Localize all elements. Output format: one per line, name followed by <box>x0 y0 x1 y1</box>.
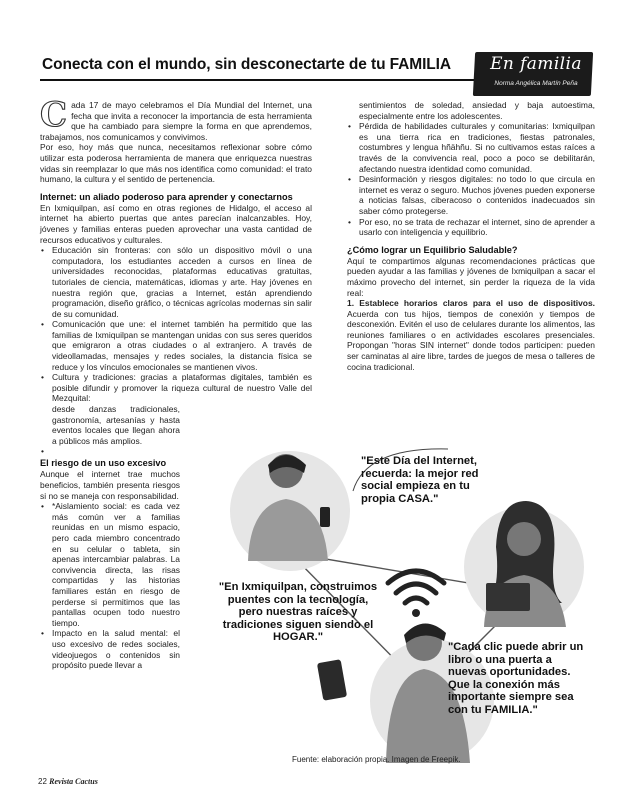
woman-with-laptop-icon <box>464 501 584 627</box>
right-column <box>347 100 595 372</box>
list-item: • Cultura y tradiciones: gracias a plataformas digitales, también es posible difundir y promover la riqueza cultural de nuestro Valle del Mezquital: <box>52 372 312 404</box>
wifi-icon <box>388 571 444 617</box>
list-item: • Por eso, no se trata de rechazar el internet, sino de aprender a usarlo con inteligencia y equilibrio. <box>359 217 595 238</box>
page-number: 22 <box>38 777 47 786</box>
list-item: • Impacto en la salud mental: el uso excesivo de redes sociales, videojuegos o contenidos sin propósito puede llevar a <box>52 628 180 670</box>
section-brand-name: En familia <box>490 54 582 74</box>
drop-cap: C <box>40 95 68 135</box>
list-item: • Pérdida de habilidades culturales y comunitarias: Ixmiquilpan es una tierra rica en tradiciones, fiestas patronales, costumbres y lengua hñähñu. Si no cultivamos estas raíces a través de la convivencia real, poco a poco se debilitarán, afectando nuestra identidad como comunidad. <box>359 121 595 174</box>
section2-paragraph: Aunque el internet trae muchos beneficios, también presenta riesgos si no se maneja con responsabilidad. <box>40 469 180 501</box>
man-with-phone-icon <box>230 451 350 571</box>
intro-text-1: ada 17 de mayo celebramos el Día Mundial del Internet, una fecha que invita a reconocer la importancia de esta herramienta que ha cambiado para siempre la forma en que aprendemos, trabajamos, nos comunicamos y convivimos. <box>40 100 312 142</box>
article-title: Conecta con el mundo, sin desconectarte de tu FAMILIA <box>42 56 451 73</box>
quote-hogar: "En Ixmiquilpan, construimos puentes con la tecnología, pero nuestras raíces y tradiciones siguen siendo el HOGAR." <box>218 581 378 644</box>
quote-casa: "Este Día del Internet, recuerda: la mejor red social empieza en tu propia CASA." <box>361 455 479 505</box>
section-heading-balance: ¿Cómo lograr un Equilibrio Saludable? <box>347 244 518 255</box>
quote-familia: "Cada clic puede abrir un libro o una puerta a nuevas oportunidades. Que la conexión más importante siempre sea con tu FAMILIA." <box>448 641 584 716</box>
list-item: • Educación sin fronteras: con sólo un dispositivo móvil o una computadora, los estudiantes acceden a cursos en línea de universidades reconocidas, plataformas educativas gratuitas, tutoriales de ciencia, matemáticas, idiomas y arte. Hay jóvenes en nuestra región que, gracias a Internet, están aprendiendo programación, diseño gráfico, o técnicas agrícolas modernas sin salir de su comunidad. <box>52 245 312 319</box>
recommendation-1-title: 1. Establece horarios claros para el uso de dispositivos. <box>347 298 595 309</box>
section2-list <box>40 501 180 671</box>
empty-bullet-list <box>40 446 180 456</box>
right-list <box>347 121 595 238</box>
title-rule <box>40 79 474 81</box>
list-item: • Desinformación y riesgos digitales: no todo lo que circula en internet es veraz o seguro. Muchos jóvenes pueden exponerse a noticias falsas, ciberacoso o contenidos inadecuados sin saber cómo protegerse. <box>359 174 595 216</box>
section1-paragraph: En Ixmiquilpan, así como en otras regiones de Hidalgo, el acceso al internet ha abierto puertas que antes parecían inalcanzables. Hoy, jóvenes y familias enteras pueden aprovechar una vasta cantidad de recursos educativos y culturales. <box>40 202 312 245</box>
list-item: • *Aislamiento social: es cada vez más común ver a familias reunidas en un mismo espacio, pero cada miembro concentrado en su celular o tableta, sin apenas intercambiar palabras. La convivencia directa, las risas compartidas y las historias familiares están en riesgo de perderse si permitimos que las pantallas ocupen todo nuestro tiempo. <box>52 501 180 628</box>
page-footer <box>38 777 98 786</box>
recommendation-1-text: Acuerda con tus hijos, tiempos de conexión y tiempos de desconexión. Evitén el uso de celulares durante los alimentos, las reuniones familiares o en actividades escolares presenciales. Propongan "horas SIN internet" donde todos participen: pueden ser caminatas al aire libre, tardes de juegos de mesa o talleres de cocina tradicional. <box>347 308 595 372</box>
list-item: • Comunicación que une: el internet también ha permitido que las familias de Ixmiquilpan se mantengan unidas con sus seres queridos que emigraron a otras ciudades o al extranjero. A través de videollamadas, mensajes y redes sociales, la distancia física se reduce y los vínculos emocionales se mantienen vivos. <box>52 319 312 372</box>
intro-paragraph-1 <box>40 95 312 142</box>
article-header <box>40 52 592 100</box>
continued-text: sentimientos de soledad, ansiedad y baja autoestima, especialmente entre los adolescentes. <box>359 100 595 121</box>
magazine-name: Revista Cactus <box>49 777 98 786</box>
recommendation-1 <box>347 298 595 372</box>
image-source: Fuente: elaboración propia. Imagen de Freepik. <box>292 755 461 764</box>
section1-list <box>40 245 312 404</box>
intro-paragraph-2: Por eso, hoy más que nunca, necesitamos reflexionar sobre cómo utilizar esta poderosa herramienta de manera que enriquezca nuestras vidas sin reemplazar lo que más nos identifica como comunidad: el trato humano, la cultura y el sentido de pertenencia. <box>40 142 312 185</box>
section-heading-internet-ally: Internet: un aliado poderoso para aprender y conectarnos <box>40 191 293 202</box>
section-heading-risk: El riesgo de un uso excesivo <box>40 458 167 469</box>
author-name: Norma Angélica Martín Peña <box>494 80 578 87</box>
balance-paragraph: Aquí te compartimos algunas recomendaciones prácticas que pueden ayudar a las familias y jóvenes de Ixmiquilpan a sacar el máximo provecho del internet, sin perder la riqueza de la vida real: <box>347 255 595 298</box>
section1-tail: desde danzas tradicionales, gastronomía, artesanías y hasta eventos locales que llegan ahora a públicos más amplios. <box>52 404 180 446</box>
illustration <box>218 443 600 773</box>
empty-bullet <box>52 446 180 456</box>
